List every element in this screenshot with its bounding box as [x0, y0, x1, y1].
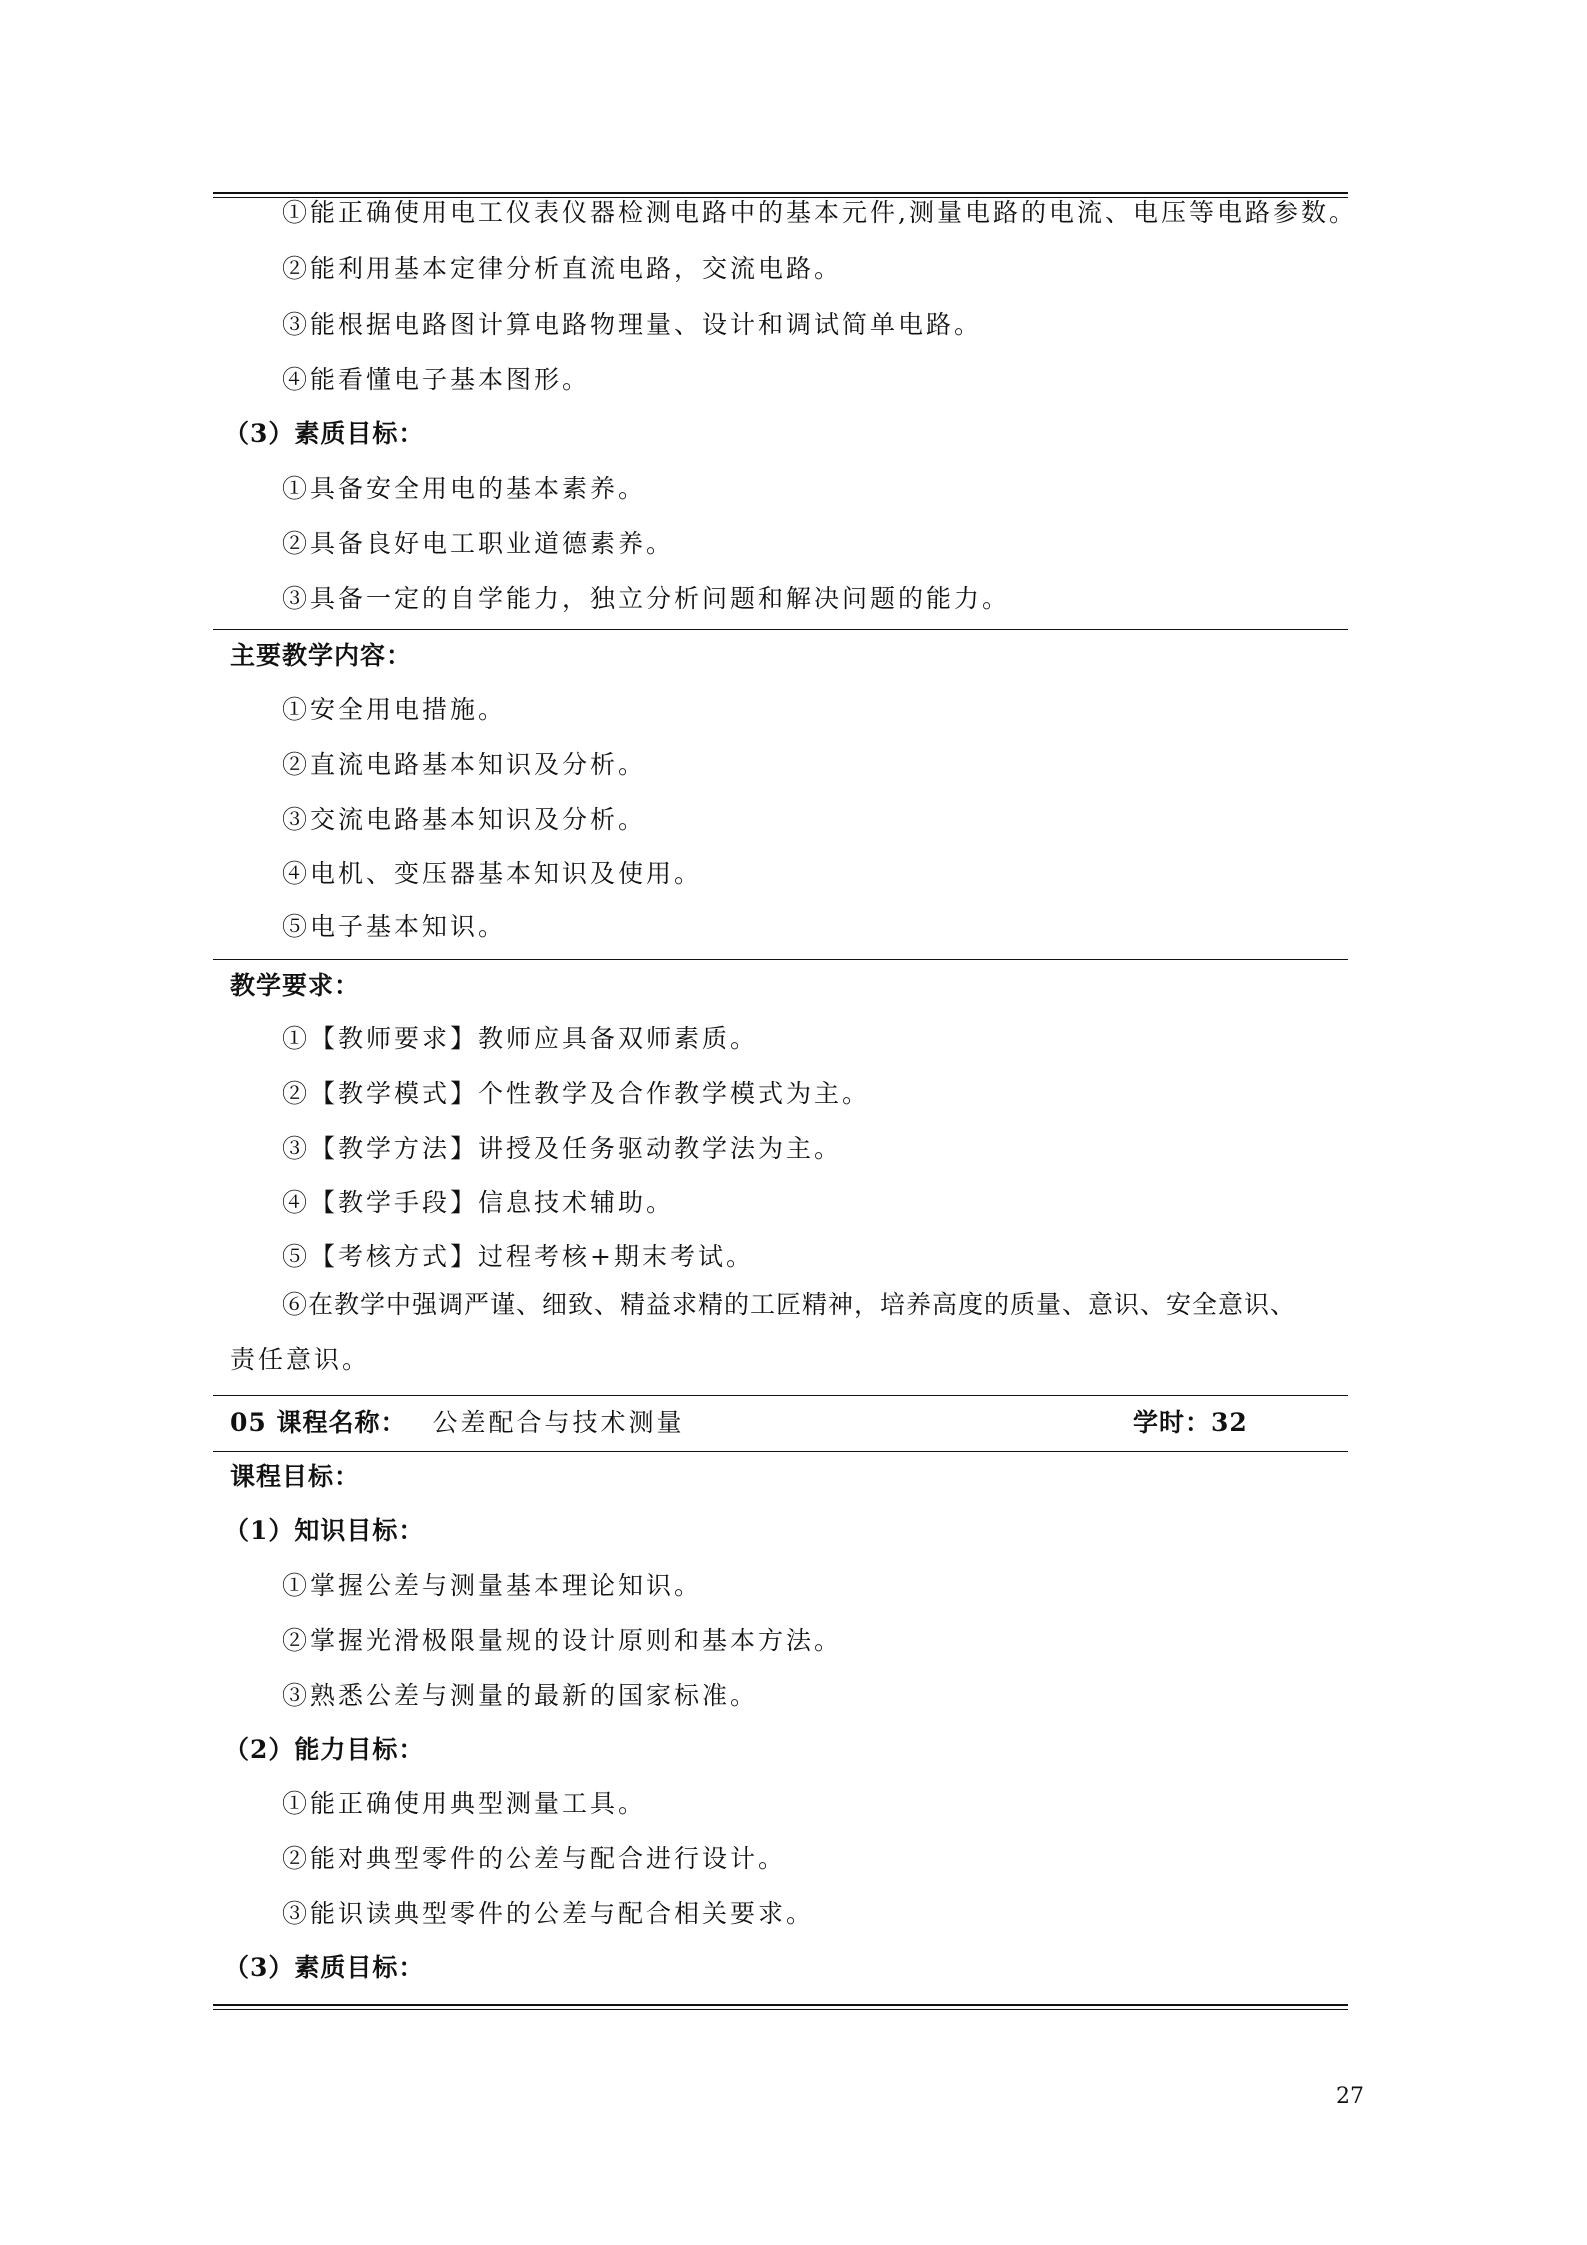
- list-item: ①【教师要求】教师应具备双师素质。: [282, 1024, 759, 1053]
- list-item: ③能根据电路图计算电路物理量、设计和调试简单电路。: [282, 310, 983, 339]
- course-title-row: [230, 1408, 685, 1438]
- course-name-value: 公差配合与技术测量: [432, 1408, 685, 1437]
- knowledge-objectives-heading: （1）知识目标：: [224, 1516, 425, 1545]
- list-item-continuation: 责任意识。: [230, 1345, 371, 1374]
- list-item: ④能看懂电子基本图形。: [282, 365, 591, 394]
- list-item: ②掌握光滑极限量规的设计原则和基本方法。: [282, 1626, 843, 1655]
- list-item: ①掌握公差与测量基本理论知识。: [282, 1571, 703, 1600]
- list-item: ①安全用电措施。: [282, 695, 507, 724]
- section-divider: [213, 1395, 1348, 1396]
- section-divider: [213, 629, 1348, 630]
- bottom-double-rule: [213, 2004, 1348, 2010]
- list-item: ④电机、变压器基本知识及使用。: [282, 859, 703, 888]
- quality-objectives-heading: （3）素质目标：: [224, 419, 425, 448]
- section-divider: [213, 1451, 1348, 1452]
- list-item: ②能利用基本定律分析直流电路，交流电路。: [282, 254, 843, 283]
- list-item: ③熟悉公差与测量的最新的国家标准。: [282, 1681, 759, 1710]
- section-divider: [213, 959, 1348, 960]
- course-hours: 学时：32: [1133, 1408, 1248, 1437]
- list-item: ①能正确使用电工仪表仪器检测电路中的基本元件,测量电路的电流、电压等电路参数。: [282, 198, 1357, 227]
- ability-objectives-heading: （2）能力目标：: [224, 1735, 425, 1764]
- quality-objectives-heading: （3）素质目标：: [224, 1953, 425, 1982]
- page-number: 27: [1336, 2084, 1364, 2109]
- list-item: ①具备安全用电的基本素养。: [282, 474, 647, 503]
- list-item: ③交流电路基本知识及分析。: [282, 805, 647, 834]
- list-item: ③【教学方法】讲授及任务驱动教学法为主。: [282, 1134, 843, 1163]
- list-item: ②【教学模式】个性教学及合作教学模式为主。: [282, 1079, 871, 1108]
- list-item: ①能正确使用典型测量工具。: [282, 1789, 647, 1818]
- list-item: ②具备良好电工职业道德素养。: [282, 529, 675, 558]
- list-item: ②能对典型零件的公差与配合进行设计。: [282, 1844, 787, 1873]
- course-name-label: 05 课程名称：: [230, 1408, 407, 1437]
- list-item: ⑤电子基本知识。: [282, 912, 507, 941]
- list-item: ④【教学手段】信息技术辅助。: [282, 1188, 675, 1217]
- course-objectives-heading: 课程目标：: [230, 1462, 361, 1491]
- list-item: ②直流电路基本知识及分析。: [282, 750, 647, 779]
- list-item: ⑥在教学中强调严谨、细致、精益求精的工匠精神，培养高度的质量、意识、安全意识、: [282, 1290, 1297, 1319]
- list-item: ③具备一定的自学能力，独立分析问题和解决问题的能力。: [282, 584, 1011, 613]
- teaching-requirements-heading: 教学要求：: [230, 971, 361, 1000]
- main-content-heading: 主要教学内容：: [230, 641, 413, 670]
- list-item: ⑤【考核方式】过程考核+期末考试。: [282, 1242, 754, 1271]
- list-item: ③能识读典型零件的公差与配合相关要求。: [282, 1899, 815, 1928]
